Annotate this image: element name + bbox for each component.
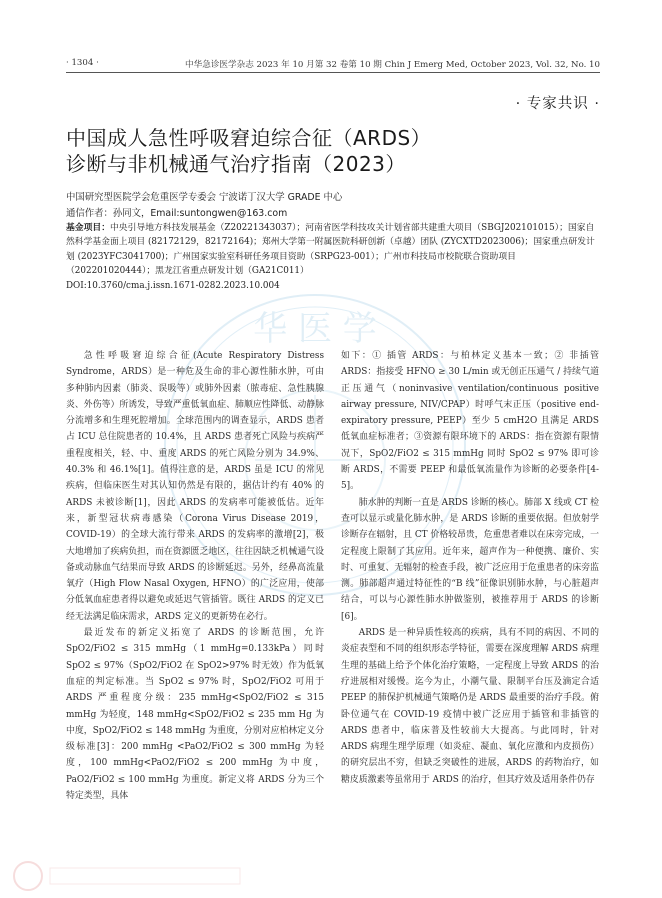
- section-label: · 专家共识 ·: [515, 96, 600, 112]
- body-column-right: [341, 348, 599, 788]
- article-meta: [66, 190, 602, 293]
- funding-text: 中央引导地方科技发展基金（Z20221343037）；河南省医学科技攻关计划省部共建重大项目（SBGJ202101015）；国家自然科学基金面上项目 (82172129，82172164)；郑州大学第一附属医院科研创新（卓越）团队 (ZYCXTD2023006)；国家重点研发计划 (2023YFC3041700)；广州国家实验室科研任务项目资助（SRPG23-001）；广州市科技局市校院联合资助项目（202201020444）；黑龙江省重点研发计划（GA21C011）: [66, 223, 595, 277]
- paragraph: 急性呼吸窘迫综合征(Acute Respiratory Distress Syndrome，ARDS）是一种危及生命的非心源性肺水肿，可由多种肺内因素（肺炎、误吸等）或肺外因素（脓毒症、急性胰腺炎、外伤等）所诱发，导致严重低氧血症、肺顺应性降低、动静脉分流增多和生理死腔增加。全球范围内的调查显示，ARDS 患者占 ICU 总住院患者的 10.4%，且 ARDS 患者死亡风险与疾病严重程度相关，轻、中、重度 ARDS 的死亡风险分别为 34.9%、40.3% 和 46.1%[1]。值得注意的是，ARDS 虽是 ICU 的常见疾病，但临床医生对其认知仍然是有限的，据估计约有 40% 的 ARDS 未被诊断[1]，因此 ARDS 的发病率可能被低估。近年来，新型冠状病毒感染（Corona Virus Disease 2019，COVID-19）的全球大流行带来 ARDS 的发病率的激增[2]，极大地增加了疾病负担，而在资源匮乏地区，往往因缺乏机械通气设备或动脉血气结果而导致 ARDS 的诊断延迟。另外，经鼻高流量氧疗（High Flow Nasal Oxygen, HFNO）的广泛应用，使部分低氧血症患者得以避免或延迟气管插管。既往 ARDS 的定义已经无法满足临床需求，ARDS 定义的更新势在必行。: [66, 351, 324, 622]
- watermark-text: 华 医 学: [253, 309, 377, 349]
- body-column-left: [66, 348, 324, 804]
- paragraph: 最近发布的新定义拓宽了 ARDS 的诊断范围，允许 SpO2/FiO2 ≤ 315 mmHg（1 mmHg=0.133kPa）同时 SpO2 ≤ 97%（SpO2/FiO2 在 SpO2>97% 时无效）作为低氧血症的判定标准。当 SpO2 ≤ 97% 时，SpO2/FiO2 可用于 ARDS 严重程度分级：235 mmHg<SpO2/FiO2 ≤ 315 mmHg 为轻度，148 mmHg<SpO2/FiO2 ≤ 235 mm Hg 为中度，SpO2/FiO2 ≤ 148 mmHg 为重度，分别对应柏林定义分级标准[3]：200 mmHg <PaO2/FiO2 ≤ 300 mmHg 为轻度，100 mmHg<PaO2/FiO2 ≤ 200 mmHg 为中度，PaO2/FiO2 ≤ 100 mmHg 为重度。新定义将 ARDS 分为三个特定类型，具体: [66, 628, 324, 802]
- paragraph: 如下：① 插管 ARDS：与柏林定义基本一致；② 非插管 ARDS：指接受 HFNO ≥ 30 L/min 或无创正压通气 / 持续气道正压通气（noninvasive ventilation/continuous positive airway pressure, NIV/CPAP）时呼气末正压（positive end-expiratory pressure, PEEP）至少 5 cmH2O 且满足 ARDS 低氧血症标准者；③资源有限环境下的 ARDS：指在资源有限情况下，SpO2/FiO2 ≤ 315 mmHg 同时 SpO2 ≤ 97% 即可诊断 ARDS，不需要 PEEP 和最低氧流量作为诊断的必要条件[4-5]。: [341, 351, 599, 492]
- paragraph: 肺水肿的判断一直是 ARDS 诊断的核心。肺部 X 线或 CT 检查可以显示或量化肺水肿，是 ARDS 诊断的重要依据。但放射学诊断存在辐射，且 CT 价格较昂贵，危重患者难以在床旁完成，一定程度上限制了其应用。近年来，超声作为一种便携、廉价、实时、可重复、无辐射的检查手段，被广泛应用于危重患者的床旁监测。肺部超声通过特征性的“B 线”征像识别肺水肿，与心脏超声结合，可以与心源性肺水肿做鉴别，被推荐用于 ARDS 的诊断[6]。: [341, 497, 599, 622]
- article-title: [66, 125, 606, 177]
- authors: 中国研究型医院学会危重医学专委会 宁波诺丁汉大学 GRADE 中心: [66, 192, 343, 203]
- publisher-logo-icon: [10, 858, 250, 894]
- title-line-1: 中国成人急性呼吸窘迫综合征（ARDS）: [66, 126, 432, 150]
- running-header: [66, 58, 600, 73]
- paragraph: ARDS 是一种异质性较高的疾病，具有不同的病因、不同的炎症表型和不同的组织形态学特征，需要在深度理解 ARDS 病理生理的基础上给予个体化治疗策略，一定程度上导致 ARDS 的治疗进展相对缓慢。迄今为止，小潮气量、限制平台压及滴定合适 PEEP 的肺保护机械通气策略仍是 ARDS 最重要的治疗手段。俯卧位通气在 COVID-19 疫情中被广泛应用于插管和非插管的 ARDS 患者中，临床普及性较前大大提高。与此同时，针对 ARDS 病理生理学原理（如炎症、凝血、氧化应激和内皮损伤）的研究层出不穷，但缺乏突破性的进展，ARDS 的药物治疗，如糖皮质激素等虽常用于 ARDS 的治疗，但其疗效及适用条件仍存: [341, 628, 599, 785]
- page-number: · 1304 ·: [66, 58, 99, 68]
- doi: DOI:10.3760/cma.j.issn.1671-0282.2023.10.004: [66, 280, 280, 291]
- title-line-2: 诊断与非机械通气治疗指南（2023）: [66, 152, 406, 176]
- corresponding-author: 通信作者：孙同文，Email:suntongwen@163.com: [66, 208, 288, 219]
- journal-running-head: 中华急诊医学杂志 2023 年 10 月第 32 卷第 10 期 Chin J Emerg Med, October 2023, Vol. 32, No. 10: [185, 60, 600, 70]
- funding: [66, 221, 602, 279]
- funding-label: 基金项目：: [66, 223, 110, 233]
